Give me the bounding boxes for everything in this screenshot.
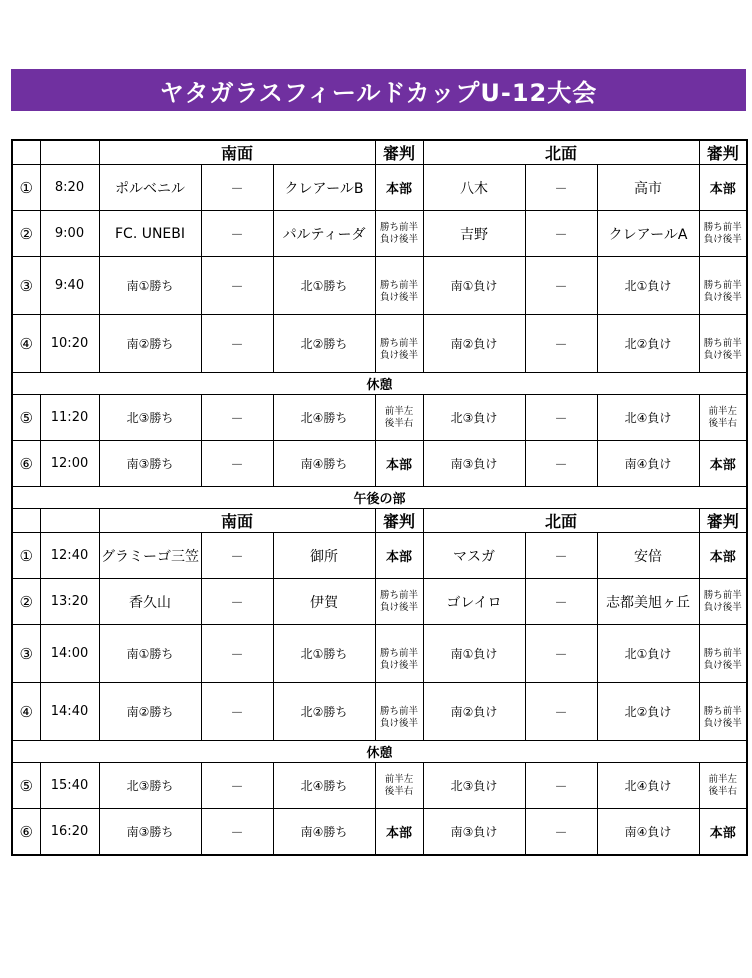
north-versus-dash: － [525,809,597,856]
referee-note-line: 前半左 [384,773,414,785]
south-team-home: FC. UNEBI [99,211,201,257]
break-label-row [12,741,747,763]
north-versus-dash: － [525,763,597,809]
north-referee [699,257,747,315]
north-team-home: 南①負け [423,257,525,315]
south-referee [375,625,423,683]
referee-note-line: 後半右 [384,417,414,429]
north-team-home: 南①負け [423,625,525,683]
south-versus-dash: － [201,257,273,315]
north-referee: 本部 [699,533,747,579]
south-versus-dash: － [201,165,273,211]
north-team-away: 高市 [597,165,699,211]
south-team-away: クレアールB [273,165,375,211]
referee-note-line: 勝ち前半 [380,705,419,717]
referee-note-line: 負け後半 [380,659,419,671]
south-referee: 本部 [375,441,423,487]
north-referee [699,683,747,741]
tournament-title-banner [11,69,746,111]
north-versus-dash: － [525,315,597,373]
north-team-away: 北②負け [597,683,699,741]
north-team-home: 南②負け [423,315,525,373]
match-number: ⑤ [12,763,40,809]
south-referee: 本部 [375,809,423,856]
match-row [12,441,747,487]
south-team-home: 南③勝ち [99,809,201,856]
match-row [12,533,747,579]
north-referee [699,579,747,625]
south-team-home: グラミーゴ三笠 [99,533,201,579]
match-number: ⑥ [12,441,40,487]
referee-note-line: 勝ち前半 [380,647,419,659]
match-schedule-table [11,139,748,856]
north-team-home: 南③負け [423,809,525,856]
schedule-body [12,140,747,855]
north-referee [699,315,747,373]
match-time: 12:40 [40,533,99,579]
north-team-home: 南③負け [423,441,525,487]
south-referee [375,683,423,741]
match-time: 16:20 [40,809,99,856]
south-versus-dash: － [201,441,273,487]
referee-note-line: 負け後半 [380,717,419,729]
referee-note-line: 勝ち前半 [380,221,419,233]
north-versus-dash: － [525,441,597,487]
south-versus-dash: － [201,809,273,856]
referee-note-line: 負け後半 [380,349,419,361]
south-referee: 本部 [375,533,423,579]
header-north-court: 北面 [423,509,699,533]
referee-note-line: 前半左 [384,405,414,417]
header-south-court: 南面 [99,509,375,533]
south-referee [375,395,423,441]
header-blank [12,509,40,533]
match-time: 9:40 [40,257,99,315]
north-versus-dash: － [525,165,597,211]
south-versus-dash: － [201,211,273,257]
match-number: ① [12,533,40,579]
match-time: 14:40 [40,683,99,741]
south-team-home: 南③勝ち [99,441,201,487]
south-team-home: 南②勝ち [99,683,201,741]
header-north-referee: 審判 [699,140,747,165]
south-team-away: 北①勝ち [273,257,375,315]
north-referee [699,211,747,257]
header-blank [40,140,99,165]
south-team-home: 南①勝ち [99,257,201,315]
north-team-away: 北①負け [597,257,699,315]
south-versus-dash: － [201,579,273,625]
referee-note-line: 負け後半 [703,659,742,671]
south-referee [375,315,423,373]
south-versus-dash: － [201,315,273,373]
match-number: ④ [12,683,40,741]
referee-note-line: 勝ち前半 [703,337,742,349]
south-referee [375,257,423,315]
north-versus-dash: － [525,211,597,257]
break-label-row [12,373,747,395]
north-versus-dash: － [525,533,597,579]
header-south-referee: 審判 [375,509,423,533]
north-referee: 本部 [699,809,747,856]
south-versus-dash: － [201,533,273,579]
north-referee: 本部 [699,441,747,487]
south-team-home: 北③勝ち [99,763,201,809]
match-number: ⑤ [12,395,40,441]
north-versus-dash: － [525,683,597,741]
column-header-row [12,509,747,533]
referee-note-line: 後半右 [384,785,414,797]
match-row [12,211,747,257]
south-referee [375,211,423,257]
north-team-away: クレアールA [597,211,699,257]
north-referee [699,625,747,683]
match-number: ④ [12,315,40,373]
north-referee [699,763,747,809]
match-row [12,257,747,315]
referee-note-line: 負け後半 [703,233,742,245]
north-versus-dash: － [525,395,597,441]
south-referee [375,763,423,809]
match-number: ③ [12,625,40,683]
north-team-away: 南④負け [597,441,699,487]
match-time: 12:00 [40,441,99,487]
header-blank [12,140,40,165]
match-time: 8:20 [40,165,99,211]
north-team-home: 南②負け [423,683,525,741]
match-time: 13:20 [40,579,99,625]
south-team-away: 南④勝ち [273,809,375,856]
referee-note-line: 負け後半 [380,601,419,613]
header-north-court: 北面 [423,140,699,165]
referee-note-line: 前半左 [708,405,738,417]
referee-note-line: 勝ち前半 [703,279,742,291]
header-blank [40,509,99,533]
match-row [12,579,747,625]
north-team-away: 安倍 [597,533,699,579]
match-number: ② [12,579,40,625]
south-team-away: 北①勝ち [273,625,375,683]
south-team-home: ポルベニル [99,165,201,211]
tournament-title: ヤタガラスフィールドカップU-12大会 [159,78,598,107]
referee-note-line: 前半左 [708,773,738,785]
break-label: 休憩 [12,373,747,395]
match-time: 15:40 [40,763,99,809]
referee-note-line: 勝ち前半 [703,647,742,659]
south-team-away: 北④勝ち [273,763,375,809]
afternoon-section-label-row [12,487,747,509]
referee-note-line: 負け後半 [703,349,742,361]
south-team-home: 南①勝ち [99,625,201,683]
match-number: ③ [12,257,40,315]
referee-note-line: 勝ち前半 [703,589,742,601]
north-team-home: 吉野 [423,211,525,257]
match-number: ⑥ [12,809,40,856]
south-team-home: 南②勝ち [99,315,201,373]
header-south-referee: 審判 [375,140,423,165]
south-team-away: 御所 [273,533,375,579]
referee-note-line: 負け後半 [703,717,742,729]
north-team-away: 北④負け [597,763,699,809]
south-team-away: 伊賀 [273,579,375,625]
referee-note-line: 勝ち前半 [703,221,742,233]
north-team-away: 南④負け [597,809,699,856]
north-team-home: マスガ [423,533,525,579]
referee-note-line: 負け後半 [703,601,742,613]
match-number: ① [12,165,40,211]
south-team-away: パルティーダ [273,211,375,257]
match-row [12,165,747,211]
south-team-away: 北②勝ち [273,315,375,373]
north-team-away: 北①負け [597,625,699,683]
south-team-home: 香久山 [99,579,201,625]
south-referee: 本部 [375,165,423,211]
match-row [12,809,747,856]
header-south-court: 南面 [99,140,375,165]
north-team-away: 北②負け [597,315,699,373]
north-team-home: 北③負け [423,763,525,809]
referee-note-line: 後半右 [708,417,738,429]
referee-note-line: 勝ち前半 [380,337,419,349]
match-time: 9:00 [40,211,99,257]
match-number: ② [12,211,40,257]
referee-note-line: 負け後半 [703,291,742,303]
referee-note-line: 勝ち前半 [380,279,419,291]
north-versus-dash: － [525,257,597,315]
south-team-away: 北②勝ち [273,683,375,741]
south-versus-dash: － [201,625,273,683]
match-row [12,395,747,441]
north-team-home: 北③負け [423,395,525,441]
match-row [12,625,747,683]
south-versus-dash: － [201,395,273,441]
referee-note-line: 勝ち前半 [703,705,742,717]
south-team-away: 南④勝ち [273,441,375,487]
north-versus-dash: － [525,625,597,683]
afternoon-section-label: 午後の部 [12,487,747,509]
referee-note-line: 負け後半 [380,233,419,245]
south-team-away: 北④勝ち [273,395,375,441]
header-north-referee: 審判 [699,509,747,533]
south-versus-dash: － [201,683,273,741]
north-team-away: 北④負け [597,395,699,441]
match-time: 10:20 [40,315,99,373]
south-referee [375,579,423,625]
north-referee [699,395,747,441]
north-team-away: 志都美旭ヶ丘 [597,579,699,625]
north-versus-dash: － [525,579,597,625]
south-team-home: 北③勝ち [99,395,201,441]
north-team-home: 八木 [423,165,525,211]
referee-note-line: 後半右 [708,785,738,797]
match-time: 11:20 [40,395,99,441]
referee-note-line: 勝ち前半 [380,589,419,601]
match-row [12,315,747,373]
match-row [12,763,747,809]
north-team-home: ゴレイロ [423,579,525,625]
match-row [12,683,747,741]
break-label: 休憩 [12,741,747,763]
match-time: 14:00 [40,625,99,683]
north-referee: 本部 [699,165,747,211]
referee-note-line: 負け後半 [380,291,419,303]
column-header-row [12,140,747,165]
south-versus-dash: － [201,763,273,809]
